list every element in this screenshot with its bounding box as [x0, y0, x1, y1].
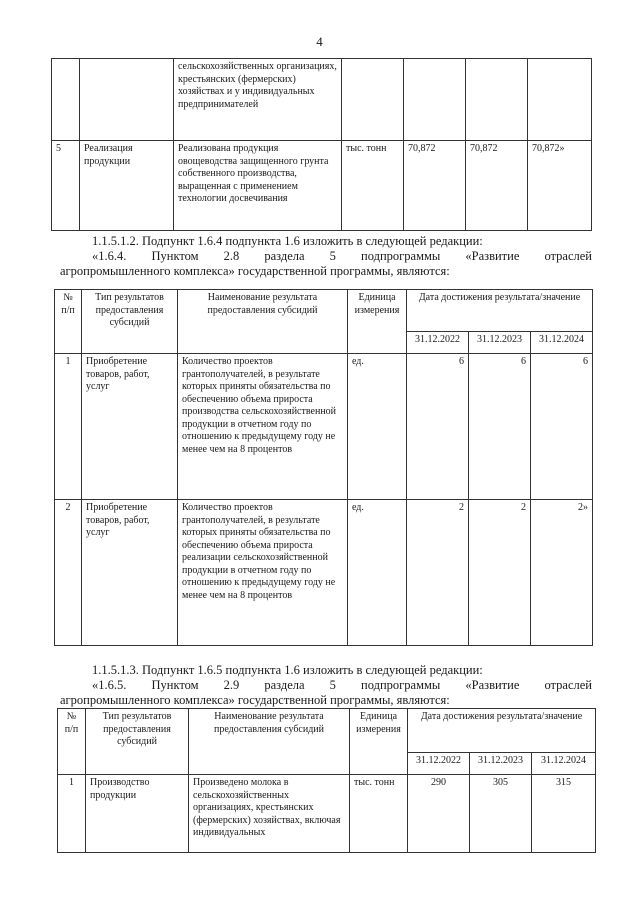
value-2023: 305 [470, 775, 532, 853]
results-table-3 [57, 708, 596, 853]
value-2023: 6 [469, 354, 531, 500]
paragraph-1-line-2: «1.6.4. Пунктом 2.8 раздела 5 подпрограммы «Развитие отраслей [92, 249, 592, 263]
value-2023 [466, 59, 528, 141]
row-number: 1 [58, 775, 86, 853]
value-2022: 2 [407, 500, 469, 646]
table-row [52, 141, 592, 231]
header-2023: 31.12.2023 [469, 332, 531, 354]
results-table-1 [51, 58, 592, 231]
header-date: Дата достижения результата/значение [408, 709, 596, 753]
value-2022 [404, 59, 466, 141]
results-table-2 [54, 289, 593, 646]
header-number: № п/п [55, 290, 82, 354]
header-2023: 31.12.2023 [470, 753, 532, 775]
row-number [52, 59, 80, 141]
table-row [52, 59, 592, 141]
result-name: Количество проектов грантополучателей, в результате которых приняты обязательства по обеспечению объема прироста реализации сельскохозяйственной продукции в отчетном году по отношению к предыдущему году не менее чем на 8 процентов [178, 500, 348, 646]
table-header-row [58, 709, 596, 753]
unit: тыс. тонн [350, 775, 408, 853]
value-2022: 70,872 [404, 141, 466, 231]
result-type: Приобретение товаров, работ, услуг [82, 500, 178, 646]
header-number: № п/п [58, 709, 86, 775]
value-2024 [528, 59, 592, 141]
row-number: 2 [55, 500, 82, 646]
result-type: Реализация продукции [80, 141, 174, 231]
result-type [80, 59, 174, 141]
unit: тыс. тонн [342, 141, 404, 231]
result-type: Производство продукции [86, 775, 189, 853]
paragraph-1-line-1: 1.1.5.1.2. Подпункт 1.6.4 подпункта 1.6 изложить в следующей редакции: [92, 234, 483, 248]
value-2024: 315 [532, 775, 596, 853]
header-2022: 31.12.2022 [407, 332, 469, 354]
value-2024: 2» [531, 500, 593, 646]
value-2023: 70,872 [466, 141, 528, 231]
unit [342, 59, 404, 141]
header-name: Наименование результата предоставления субсидий [178, 290, 348, 354]
header-name: Наименование результата предоставления субсидий [189, 709, 350, 775]
value-2024: 6 [531, 354, 593, 500]
paragraph-1-line-3: агропромышленного комплекса» государственной программы, являются: [60, 264, 450, 278]
header-unit: Единица измерения [348, 290, 407, 354]
value-2023: 2 [469, 500, 531, 646]
header-type: Тип результатов предоставления субсидий [82, 290, 178, 354]
result-name: Произведено молока в сельскохозяйственных организациях, крестьянских (фермерских) хозяйствах, включая индивидуальных [189, 775, 350, 853]
paragraph-2-line-1: 1.1.5.1.3. Подпункт 1.6.5 подпункта 1.6 изложить в следующей редакции: [92, 663, 483, 677]
row-number: 1 [55, 354, 82, 500]
header-date: Дата достижения результата/значение [407, 290, 593, 332]
table-header-row [55, 290, 593, 332]
header-type: Тип результатов предоставления субсидий [86, 709, 189, 775]
value-2022: 290 [408, 775, 470, 853]
result-type: Приобретение товаров, работ, услуг [82, 354, 178, 500]
value-2024: 70,872» [528, 141, 592, 231]
paragraph-2-line-3: агропромышленного комплекса» государственной программы, являются: [60, 693, 450, 707]
unit: ед. [348, 354, 407, 500]
header-2022: 31.12.2022 [408, 753, 470, 775]
header-2024: 31.12.2024 [532, 753, 596, 775]
row-number: 5 [52, 141, 80, 231]
result-name: сельскохозяйственных организациях, крестьянских (фермерских) хозяйствах и у индивидуальных предпринимателей [174, 59, 342, 141]
header-unit: Единица измерения [350, 709, 408, 775]
paragraph-2-line-2: «1.6.5. Пунктом 2.9 раздела 5 подпрограммы «Развитие отраслей [92, 678, 592, 692]
unit: ед. [348, 500, 407, 646]
table-row [55, 500, 593, 646]
table-row [58, 775, 596, 853]
result-name: Количество проектов грантополучателей, в результате которых приняты обязательства по обеспечению объема прироста производства сельскохозяйственной продукции в отчетном году по отношению к предыдущему году не менее чем на 8 процентов [178, 354, 348, 500]
header-2024: 31.12.2024 [531, 332, 593, 354]
page-number: 4 [316, 34, 323, 49]
result-name: Реализована продукция овощеводства защищенного грунта собственного производства, выращенная с применением технологии досвечивания [174, 141, 342, 231]
table-row [55, 354, 593, 500]
value-2022: 6 [407, 354, 469, 500]
